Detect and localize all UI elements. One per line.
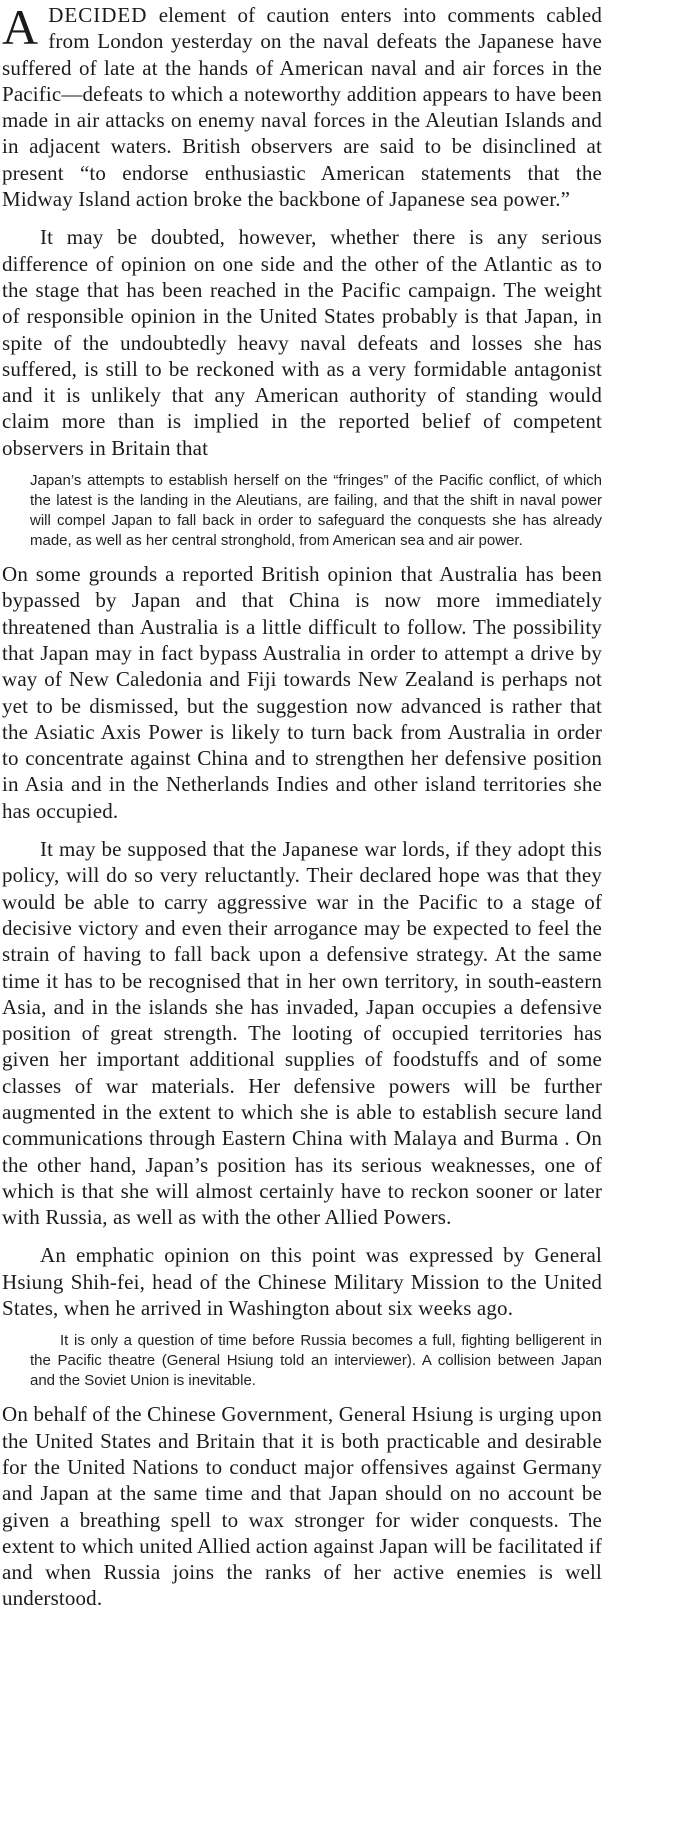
article-column bbox=[2, 2, 602, 1612]
paragraph-3: On some grounds a reported British opinion that Australia has been bypassed by Japan and that China is now more immediately threatened than Australia is a little difficult to follow. The possibility that Japan may in fact bypass Australia in order to attempt a drive by way of New Caledonia and Fiji towards New Zealand is perhaps not yet to be dismissed, but the suggestion now advanced is rather that the Asiatic Axis Power is likely to turn back from Australia in order to concentrate against China and to strengthen her defensive position in Asia and in the Netherlands Indies and other island territories she has occupied. bbox=[2, 562, 602, 823]
paragraph-5: An emphatic opinion on this point was expressed by General Hsiung Shih-fei, head of the Chinese Military Mission to the United States, when he arrived in Washington about six weeks ago. bbox=[2, 1243, 602, 1321]
lead-word: DECIDED bbox=[48, 3, 148, 27]
paragraph-1 bbox=[2, 2, 602, 212]
quote-1: Japan’s attempts to establish herself on the “fringes” of the Pacific conflict, of which the latest is the landing in the Aleutians, are failing, and that the shift in naval power will compel Japan to fall back in order to safeguard the conquests she has already made, as well as her central stronghold, from American sea and air power. bbox=[30, 472, 602, 550]
paragraph-1-text: element of caution enters into comments cabled from London yesterday on the naval defeats the Japanese have suffered of late at the hands of American naval and air forces in the Pacific—defeats to which a noteworthy addition appears to have been made in air attacks on enemy naval forces in the Aleutian Islands and in adjacent waters. British observers are said to be disinclined at present “to endorse enthusiastic American statements that the Midway Island action broke the backbone of Japanese sea power.” bbox=[2, 3, 602, 212]
quote-2: It is only a question of time before Russia becomes a full, fighting belligerent in the Pacific theatre (General Hsiung told an interviewer). A collision between Japan and the Soviet Union is inevitable. bbox=[30, 1332, 602, 1390]
drop-cap: A bbox=[2, 0, 39, 55]
paragraph-4: It may be supposed that the Japanese war lords, if they adopt this policy, will do so very reluctantly. Their declared hope was that they would be able to carry aggressive war in the Pacific to a stage of decisive victory and even their arrogance may be expected to feel the strain of having to fall back upon a defensive strategy. At the same time it has to be recognised that in her own territory, in south-eastern Asia, and in the islands she has invaded, Japan occupies a defensive position of great strength. The looting of occupied territories has given her important additional supplies of foodstuffs and of some classes of war materials. Her defensive powers will be further augmented in the extent to which she is able to establish secure land communications through Eastern China with Malaya and Burma . On the other hand, Japan’s position has its serious weaknesses, one of which is that she will almost certainly have to reckon sooner or later with Russia, as well as with the other Allied Powers. bbox=[2, 837, 602, 1230]
paragraph-2: It may be doubted, however, whether there is any serious difference of opinion on one side and the other of the Atlantic as to the stage that has been reached in the Pacific campaign. The weight of responsible opinion in the United States probably is that Japan, in spite of the undoubtedly heavy naval defeats and losses she has suffered, is still to be reckoned with as a very formidable antagonist and it is unlikely that any American authority of standing would claim more than is implied in the reported belief of competent observers in Britain that bbox=[2, 225, 602, 460]
paragraph-6: On behalf of the Chinese Government, General Hsiung is urging upon the United States and Britain that it is both practicable and desirable for the United Nations to conduct major offensives against Germany and Japan at the same time and that Japan should on no account be given a breathing spell to wax stronger for wider conquests. The extent to which united Allied action against Japan will be facilitated if and when Russia joins the ranks of her active enemies is well understood. bbox=[2, 1402, 602, 1611]
